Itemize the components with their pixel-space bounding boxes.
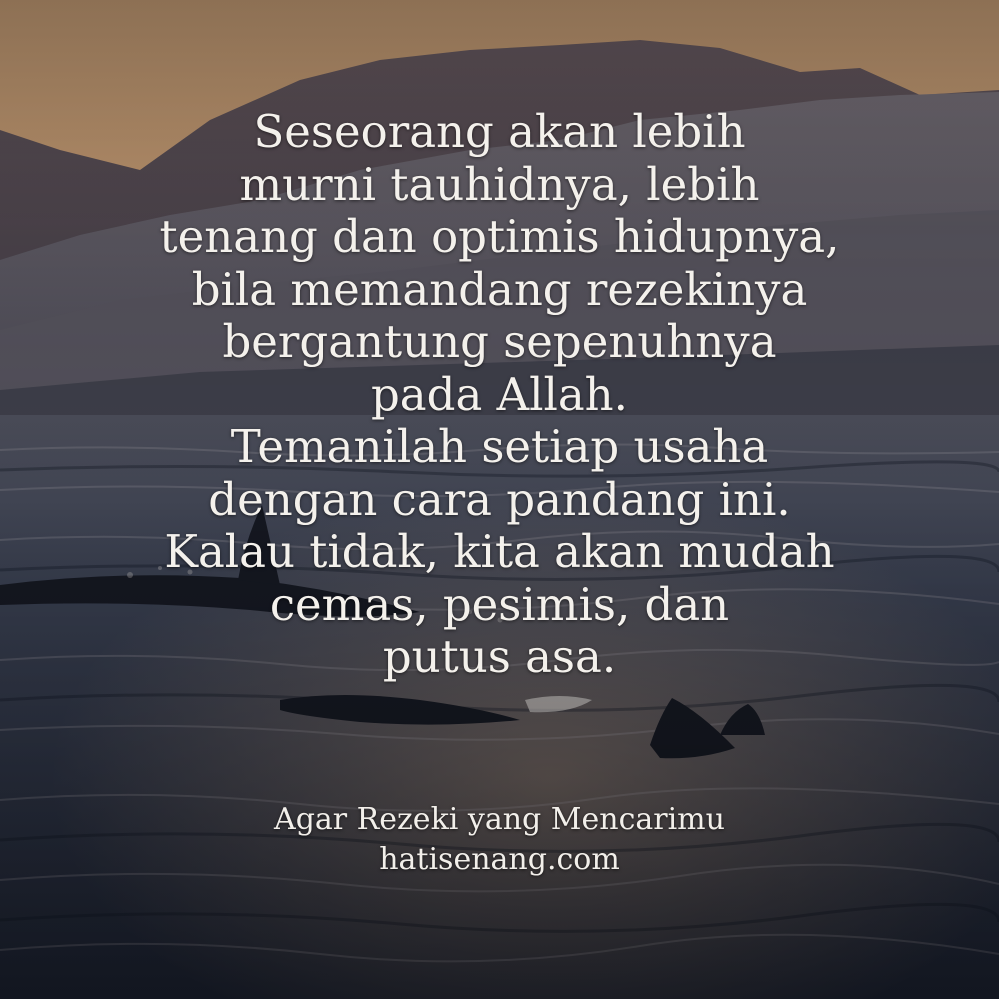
quote-line: cemas, pesimis, dan — [269, 577, 730, 631]
quote-line: putus asa. — [382, 630, 617, 683]
quote-line: bergantung sepenuhnya — [222, 315, 777, 368]
quote-line: Temanilah setiap usaha — [230, 420, 769, 473]
attribution — [0, 800, 999, 880]
quote-line: Seseorang akan lebih — [253, 105, 746, 158]
quote-line: murni tauhidnya, lebih — [239, 157, 760, 211]
quote-line: dengan cara pandang ini. — [208, 472, 791, 526]
quote-line: pada Allah. — [371, 367, 628, 421]
quote-text — [0, 106, 999, 684]
website-credit: hatisenang.com — [379, 842, 620, 877]
quote-line: Kalau tidak, kita akan mudah — [164, 525, 835, 578]
book-title: Agar Rezeki yang Mencarimu — [274, 802, 725, 837]
quote-line: bila memandang rezekinya — [191, 262, 808, 316]
quote-line: tenang dan optimis hidupnya, — [159, 210, 840, 263]
